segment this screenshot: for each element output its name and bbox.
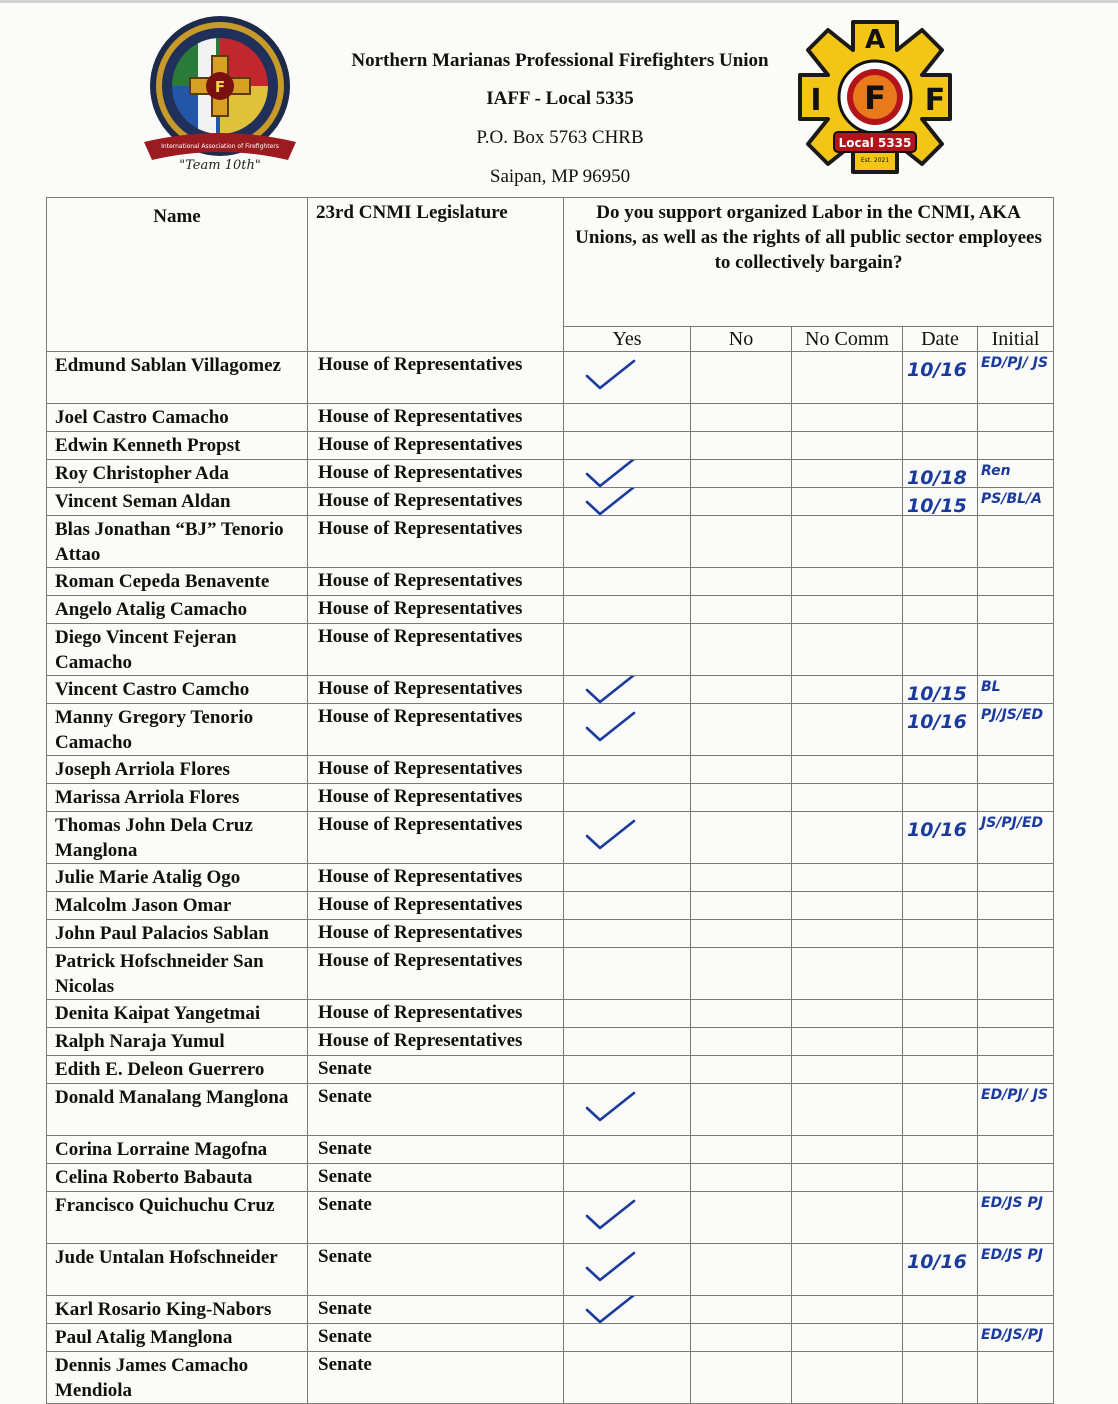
legislator-name: Vincent Seman Aldan bbox=[47, 488, 308, 516]
handwritten-date: 10/16 bbox=[907, 1251, 967, 1273]
no-comm-cell bbox=[792, 864, 903, 892]
no-cell bbox=[691, 1084, 792, 1136]
emblem-local-banner: Local 5335 bbox=[838, 136, 912, 150]
table-row bbox=[47, 1028, 1054, 1056]
handwritten-initials: ED/JS PJ bbox=[981, 1247, 1043, 1263]
city-address: Saipan, MP 96950 bbox=[489, 166, 631, 187]
date-cell bbox=[903, 756, 978, 784]
no-comm-cell bbox=[792, 948, 903, 1000]
no-comm-cell bbox=[792, 1296, 903, 1324]
date-cell bbox=[903, 1164, 978, 1192]
no-comm-cell bbox=[792, 892, 903, 920]
table-row bbox=[47, 1192, 1054, 1244]
initial-cell bbox=[978, 864, 1054, 892]
no-cell bbox=[691, 1192, 792, 1244]
table-row bbox=[47, 488, 1054, 516]
table-row bbox=[47, 892, 1054, 920]
legislator-name: Patrick Hofschneider San Nicolas bbox=[47, 948, 308, 1000]
table-row bbox=[47, 1084, 1054, 1136]
yes-cell bbox=[564, 676, 691, 704]
date-cell bbox=[903, 864, 978, 892]
legislature-chamber: House of Representatives bbox=[308, 488, 564, 516]
no-cell bbox=[691, 1028, 792, 1056]
legislator-name: Roy Christopher Ada bbox=[47, 460, 308, 488]
letterhead bbox=[0, 0, 1118, 200]
yes-cell bbox=[564, 1028, 691, 1056]
legislature-chamber: Senate bbox=[308, 1296, 564, 1324]
no-comm-cell bbox=[792, 756, 903, 784]
date-cell bbox=[903, 676, 978, 704]
legislature-chamber: House of Representatives bbox=[308, 756, 564, 784]
no-comm-cell bbox=[792, 676, 903, 704]
handwritten-date: 10/16 bbox=[907, 819, 967, 841]
table-row bbox=[47, 1136, 1054, 1164]
legislature-chamber: House of Representatives bbox=[308, 352, 564, 404]
table-row bbox=[47, 1056, 1054, 1084]
yes-cell bbox=[564, 704, 691, 756]
yes-cell bbox=[564, 756, 691, 784]
table-row bbox=[47, 568, 1054, 596]
legislator-name: Roman Cepeda Benavente bbox=[47, 568, 308, 596]
legislature-chamber: House of Representatives bbox=[308, 812, 564, 864]
table-row bbox=[47, 864, 1054, 892]
initial-cell bbox=[978, 516, 1054, 568]
initial-cell bbox=[978, 624, 1054, 676]
date-cell bbox=[903, 596, 978, 624]
no-cell bbox=[691, 624, 792, 676]
legislature-chamber: House of Representatives bbox=[308, 624, 564, 676]
initial-cell bbox=[978, 948, 1054, 1000]
no-cell bbox=[691, 1136, 792, 1164]
no-cell bbox=[691, 1352, 792, 1404]
legislator-name: Julie Marie Atalig Ogo bbox=[47, 864, 308, 892]
no-cell bbox=[691, 488, 792, 516]
table-row bbox=[47, 404, 1054, 432]
date-cell bbox=[903, 1000, 978, 1028]
yes-cell bbox=[564, 892, 691, 920]
date-cell bbox=[903, 892, 978, 920]
legislator-name: Manny Gregory Tenorio Camacho bbox=[47, 704, 308, 756]
no-cell bbox=[691, 704, 792, 756]
no-comm-cell bbox=[792, 1164, 903, 1192]
column-header-yes: Yes bbox=[564, 327, 691, 352]
no-comm-cell bbox=[792, 1000, 903, 1028]
legislator-name: Diego Vincent Fejeran Camacho bbox=[47, 624, 308, 676]
no-comm-cell bbox=[792, 1084, 903, 1136]
date-cell bbox=[903, 404, 978, 432]
svg-text:"Team 10th": "Team 10th" bbox=[179, 158, 261, 173]
column-header-initial: Initial bbox=[978, 327, 1054, 352]
yes-cell bbox=[564, 948, 691, 1000]
legislature-chamber: Senate bbox=[308, 1244, 564, 1296]
handwritten-initials: BL bbox=[981, 679, 1001, 695]
checkmark-icon bbox=[584, 676, 638, 704]
date-cell bbox=[903, 1192, 978, 1244]
svg-text:F: F bbox=[214, 78, 226, 96]
legislature-chamber: House of Representatives bbox=[308, 596, 564, 624]
handwritten-initials: ED/JS/PJ bbox=[981, 1327, 1044, 1343]
no-cell bbox=[691, 1244, 792, 1296]
checkmark-icon bbox=[584, 1090, 638, 1124]
svg-text:A: A bbox=[864, 25, 886, 55]
svg-text:I: I bbox=[810, 83, 822, 118]
table-row bbox=[47, 624, 1054, 676]
date-cell bbox=[903, 1324, 978, 1352]
no-comm-cell bbox=[792, 1056, 903, 1084]
checkmark-icon bbox=[584, 1250, 638, 1284]
handwritten-date: 10/15 bbox=[907, 683, 967, 704]
yes-cell bbox=[564, 596, 691, 624]
no-cell bbox=[691, 596, 792, 624]
initial-cell bbox=[978, 1000, 1054, 1028]
table-row bbox=[47, 1324, 1054, 1352]
yes-cell bbox=[564, 432, 691, 460]
no-cell bbox=[691, 1000, 792, 1028]
yes-cell bbox=[564, 1136, 691, 1164]
legislator-name: Marissa Arriola Flores bbox=[47, 784, 308, 812]
initial-cell bbox=[978, 812, 1054, 864]
handwritten-initials: Ren bbox=[981, 463, 1011, 479]
yes-cell bbox=[564, 812, 691, 864]
handwritten-initials: JS/PJ/ED bbox=[981, 815, 1044, 831]
org-name: Northern Marianas Professional Firefighters Union bbox=[351, 50, 769, 71]
initial-cell bbox=[978, 1352, 1054, 1404]
yes-cell bbox=[564, 1084, 691, 1136]
yes-cell bbox=[564, 1000, 691, 1028]
initial-cell bbox=[978, 676, 1054, 704]
initial-cell bbox=[978, 1192, 1054, 1244]
legislature-chamber: Senate bbox=[308, 1324, 564, 1352]
initial-cell bbox=[978, 1324, 1054, 1352]
legislator-name: Corina Lorraine Magofna bbox=[47, 1136, 308, 1164]
initial-cell bbox=[978, 352, 1054, 404]
legislature-chamber: House of Representatives bbox=[308, 892, 564, 920]
date-cell bbox=[903, 920, 978, 948]
handwritten-date: 10/16 bbox=[907, 359, 967, 381]
yes-cell bbox=[564, 1244, 691, 1296]
no-comm-cell bbox=[792, 1352, 903, 1404]
table-row bbox=[47, 1296, 1054, 1324]
yes-cell bbox=[564, 1352, 691, 1404]
no-cell bbox=[691, 920, 792, 948]
yes-cell bbox=[564, 516, 691, 568]
legislator-name: Thomas John Dela Cruz Manglona bbox=[47, 812, 308, 864]
legislator-name: Joel Castro Camacho bbox=[47, 404, 308, 432]
yes-cell bbox=[564, 920, 691, 948]
no-cell bbox=[691, 676, 792, 704]
no-comm-cell bbox=[792, 624, 903, 676]
date-cell bbox=[903, 948, 978, 1000]
date-cell bbox=[903, 516, 978, 568]
legislator-roster-table bbox=[46, 197, 1054, 1404]
date-cell bbox=[903, 1136, 978, 1164]
no-comm-cell bbox=[792, 920, 903, 948]
yes-cell bbox=[564, 1056, 691, 1084]
no-cell bbox=[691, 1324, 792, 1352]
date-cell bbox=[903, 1352, 978, 1404]
legislator-name: Paul Atalig Manglona bbox=[47, 1324, 308, 1352]
no-comm-cell bbox=[792, 1244, 903, 1296]
legislator-name: Blas Jonathan “BJ” Tenorio Attao bbox=[47, 516, 308, 568]
checkmark-icon bbox=[584, 1198, 638, 1232]
no-comm-cell bbox=[792, 812, 903, 864]
no-cell bbox=[691, 516, 792, 568]
legislator-name: Dennis James Camacho Mendiola bbox=[47, 1352, 308, 1404]
no-cell bbox=[691, 812, 792, 864]
no-cell bbox=[691, 432, 792, 460]
legislature-chamber: House of Representatives bbox=[308, 1028, 564, 1056]
table-row bbox=[47, 516, 1054, 568]
table-row bbox=[47, 432, 1054, 460]
initial-cell bbox=[978, 704, 1054, 756]
legislature-chamber: Senate bbox=[308, 1136, 564, 1164]
no-comm-cell bbox=[792, 460, 903, 488]
legislature-chamber: Senate bbox=[308, 1164, 564, 1192]
table-row bbox=[47, 1352, 1054, 1404]
no-comm-cell bbox=[792, 1028, 903, 1056]
legislature-chamber: House of Representatives bbox=[308, 568, 564, 596]
date-cell bbox=[903, 1084, 978, 1136]
legislator-name: Denita Kaipat Yangetmai bbox=[47, 1000, 308, 1028]
date-cell bbox=[903, 1056, 978, 1084]
yes-cell bbox=[564, 404, 691, 432]
date-cell bbox=[903, 704, 978, 756]
checkmark-icon bbox=[584, 358, 638, 392]
table-row bbox=[47, 704, 1054, 756]
svg-text:F: F bbox=[924, 83, 946, 118]
column-header-no-comm: No Comm bbox=[792, 327, 903, 352]
legislature-chamber: House of Representatives bbox=[308, 784, 564, 812]
yes-cell bbox=[564, 624, 691, 676]
no-comm-cell bbox=[792, 1324, 903, 1352]
legislator-name: Angelo Atalig Camacho bbox=[47, 596, 308, 624]
initial-cell bbox=[978, 1164, 1054, 1192]
initial-cell bbox=[978, 1028, 1054, 1056]
initial-cell bbox=[978, 596, 1054, 624]
no-comm-cell bbox=[792, 704, 903, 756]
date-cell bbox=[903, 1028, 978, 1056]
iaff-local-5335-emblem-logo bbox=[798, 20, 952, 174]
handwritten-initials: ED/PJ/ JS bbox=[981, 1087, 1049, 1103]
legislator-name: Edmund Sablan Villagomez bbox=[47, 352, 308, 404]
legislature-chamber: Senate bbox=[308, 1192, 564, 1244]
date-cell bbox=[903, 568, 978, 596]
date-cell bbox=[903, 624, 978, 676]
column-header-name: Name bbox=[47, 198, 308, 352]
initial-cell bbox=[978, 756, 1054, 784]
date-cell bbox=[903, 432, 978, 460]
checkmark-icon bbox=[584, 460, 638, 488]
initial-cell bbox=[978, 1056, 1054, 1084]
svg-text:International Association of F: International Association of Firefighters bbox=[161, 143, 279, 150]
legislator-name: Francisco Quichuchu Cruz bbox=[47, 1192, 308, 1244]
column-header-legislature: 23rd CNMI Legislature bbox=[308, 198, 564, 352]
legislature-chamber: House of Representatives bbox=[308, 948, 564, 1000]
yes-cell bbox=[564, 460, 691, 488]
column-header-date: Date bbox=[903, 327, 978, 352]
initial-cell bbox=[978, 920, 1054, 948]
legislature-chamber: House of Representatives bbox=[308, 704, 564, 756]
no-cell bbox=[691, 892, 792, 920]
table-row bbox=[47, 756, 1054, 784]
no-cell bbox=[691, 864, 792, 892]
legislator-name: Ralph Naraja Yumul bbox=[47, 1028, 308, 1056]
no-cell bbox=[691, 404, 792, 432]
legislator-name: Jude Untalan Hofschneider bbox=[47, 1244, 308, 1296]
no-cell bbox=[691, 352, 792, 404]
column-header-no: No bbox=[691, 327, 792, 352]
date-cell bbox=[903, 352, 978, 404]
checkmark-icon bbox=[584, 488, 638, 516]
yes-cell bbox=[564, 1164, 691, 1192]
legislature-chamber: Senate bbox=[308, 1056, 564, 1084]
initial-cell bbox=[978, 1296, 1054, 1324]
handwritten-initials: PS/BL/A bbox=[981, 491, 1042, 507]
yes-cell bbox=[564, 1296, 691, 1324]
legislature-chamber: House of Representatives bbox=[308, 404, 564, 432]
no-cell bbox=[691, 948, 792, 1000]
checkmark-icon bbox=[584, 1296, 638, 1324]
initial-cell bbox=[978, 784, 1054, 812]
date-cell bbox=[903, 488, 978, 516]
legislature-chamber: Senate bbox=[308, 1084, 564, 1136]
initial-cell bbox=[978, 568, 1054, 596]
checkmark-icon bbox=[584, 710, 638, 744]
no-cell bbox=[691, 1164, 792, 1192]
legislator-name: Malcolm Jason Omar bbox=[47, 892, 308, 920]
no-cell bbox=[691, 784, 792, 812]
no-cell bbox=[691, 756, 792, 784]
no-comm-cell bbox=[792, 352, 903, 404]
handwritten-date: 10/16 bbox=[907, 711, 967, 733]
initial-cell bbox=[978, 432, 1054, 460]
yes-cell bbox=[564, 864, 691, 892]
no-comm-cell bbox=[792, 1192, 903, 1244]
initial-cell bbox=[978, 892, 1054, 920]
table-row bbox=[47, 784, 1054, 812]
yes-cell bbox=[564, 488, 691, 516]
legislature-chamber: House of Representatives bbox=[308, 1000, 564, 1028]
no-comm-cell bbox=[792, 596, 903, 624]
legislature-chamber: House of Representatives bbox=[308, 676, 564, 704]
svg-text:F: F bbox=[864, 79, 886, 117]
legislature-chamber: House of Representatives bbox=[308, 864, 564, 892]
date-cell bbox=[903, 784, 978, 812]
yes-cell bbox=[564, 568, 691, 596]
legislator-name: Joseph Arriola Flores bbox=[47, 756, 308, 784]
no-comm-cell bbox=[792, 432, 903, 460]
no-comm-cell bbox=[792, 488, 903, 516]
no-comm-cell bbox=[792, 404, 903, 432]
table-row bbox=[47, 1164, 1054, 1192]
checkmark-icon bbox=[584, 818, 638, 852]
no-comm-cell bbox=[792, 784, 903, 812]
handwritten-date: 10/15 bbox=[907, 495, 967, 516]
date-cell bbox=[903, 1296, 978, 1324]
yes-cell bbox=[564, 352, 691, 404]
table-header-row bbox=[47, 198, 1054, 327]
no-cell bbox=[691, 1056, 792, 1084]
date-cell bbox=[903, 812, 978, 864]
no-comm-cell bbox=[792, 568, 903, 596]
no-cell bbox=[691, 568, 792, 596]
yes-cell bbox=[564, 1324, 691, 1352]
table-row bbox=[47, 596, 1054, 624]
legislator-name: Vincent Castro Camcho bbox=[47, 676, 308, 704]
no-cell bbox=[691, 460, 792, 488]
yes-cell bbox=[564, 784, 691, 812]
svg-text:Est. 2021: Est. 2021 bbox=[860, 157, 890, 164]
date-cell bbox=[903, 460, 978, 488]
table-row bbox=[47, 1244, 1054, 1296]
table-row bbox=[47, 1000, 1054, 1028]
legislature-chamber: House of Representatives bbox=[308, 920, 564, 948]
initial-cell bbox=[978, 1244, 1054, 1296]
initial-cell bbox=[978, 460, 1054, 488]
initial-cell bbox=[978, 1084, 1054, 1136]
legislature-chamber: Senate bbox=[308, 1352, 564, 1404]
legislator-name: Celina Roberto Babauta bbox=[47, 1164, 308, 1192]
table-row bbox=[47, 352, 1054, 404]
legislator-name: John Paul Palacios Sablan bbox=[47, 920, 308, 948]
table-body bbox=[47, 352, 1054, 1404]
table-row bbox=[47, 460, 1054, 488]
legislature-chamber: House of Representatives bbox=[308, 516, 564, 568]
handwritten-initials: PJ/JS/ED bbox=[981, 707, 1044, 723]
legislator-name: Edith E. Deleon Guerrero bbox=[47, 1056, 308, 1084]
table-row bbox=[47, 812, 1054, 864]
legislator-name: Donald Manalang Manglona bbox=[47, 1084, 308, 1136]
handwritten-initials: ED/JS PJ bbox=[981, 1195, 1043, 1211]
legislator-name: Karl Rosario King-Nabors bbox=[47, 1296, 308, 1324]
handwritten-initials: ED/PJ/ JS bbox=[981, 355, 1049, 371]
no-comm-cell bbox=[792, 516, 903, 568]
legislator-name: Edwin Kenneth Propst bbox=[47, 432, 308, 460]
legislature-chamber: House of Representatives bbox=[308, 432, 564, 460]
table-row bbox=[47, 676, 1054, 704]
yes-cell bbox=[564, 1192, 691, 1244]
initial-cell bbox=[978, 488, 1054, 516]
no-cell bbox=[691, 1296, 792, 1324]
initial-cell bbox=[978, 1136, 1054, 1164]
legislature-chamber: House of Representatives bbox=[308, 460, 564, 488]
date-cell bbox=[903, 1244, 978, 1296]
table-row bbox=[47, 920, 1054, 948]
initial-cell bbox=[978, 404, 1054, 432]
no-comm-cell bbox=[792, 1136, 903, 1164]
po-box: P.O. Box 5763 CHRB bbox=[476, 127, 644, 148]
handwritten-date: 10/18 bbox=[907, 467, 967, 488]
table-row bbox=[47, 948, 1054, 1000]
local-number: IAFF - Local 5335 bbox=[486, 88, 634, 109]
column-header-question: Do you support organized Labor in the CNMI, AKA Unions, as well as the rights of all public sector employees to collectively bargain? bbox=[564, 198, 1054, 327]
